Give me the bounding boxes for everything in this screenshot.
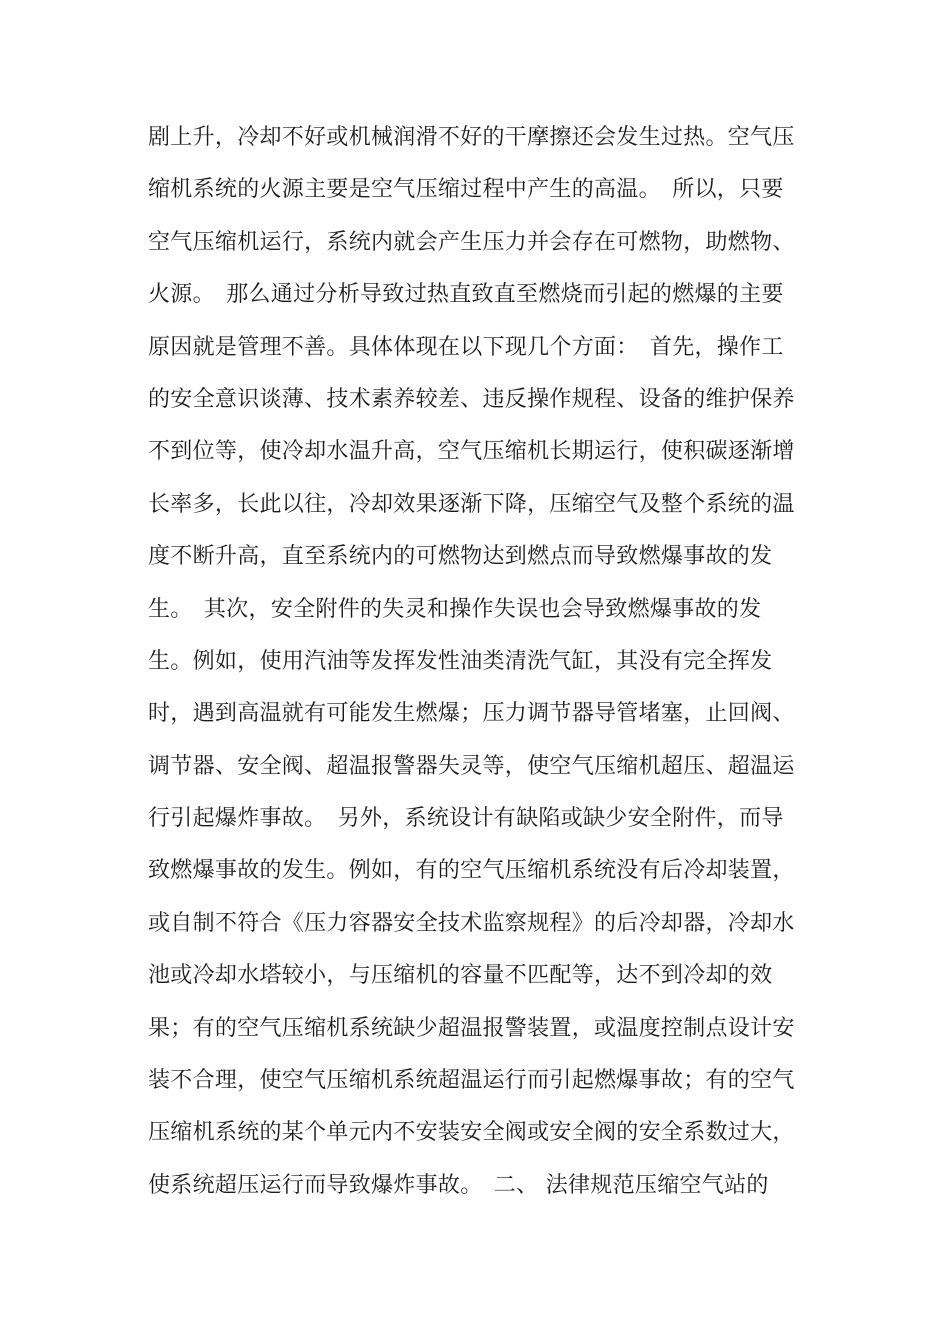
- text-line: 使系统超压运行而导致爆炸事故。 二、 法律规范压缩空气站的: [148, 1172, 769, 1198]
- text-line: 剧上升，冷却不好或机械润滑不好的干摩擦还会发生过热。空气压: [148, 125, 795, 150]
- text-line: 或自制不符合《压力容器安全技术监察规程》的后冷却器，冷却水: [148, 910, 795, 936]
- text-line: 果；有的空气压缩机系统缺少超温报警装置，或温度控制点设计安: [148, 1015, 795, 1041]
- text-line: 度不断升高，直至系统内的可燃物达到燃点而导致燃爆事故的发: [148, 544, 773, 570]
- text-line: 时，遇到高温就有可能发生燃爆；压力调节器导管堵塞，止回阀、: [148, 701, 795, 727]
- text-line: 原因就是管理不善。具体体现在以下现几个方面： 首先，操作工: [148, 334, 784, 360]
- text-line: 生。例如，使用汽油等发挥发性油类清洗气缸，其没有完全挥发: [148, 648, 773, 674]
- text-line: 池或冷却水塔较小，与压缩机的容量不匹配等，达不到冷却的效: [148, 963, 773, 989]
- text-line: 空气压缩机运行，系统内就会产生压力并会存在可燃物，助燃物、: [148, 229, 795, 255]
- text-line: 致燃爆事故的发生。例如，有的空气压缩机系统没有后冷却装置，: [148, 858, 795, 884]
- text-line: 调节器、安全阀、超温报警器失灵等，使空气压缩机超压、超温运: [148, 753, 795, 779]
- text-line: 长率多，长此以往，冷却效果逐渐下降，压缩空气及整个系统的温: [148, 491, 795, 517]
- text-line: 的安全意识谈薄、技术素养较差、违反操作规程、设备的维护保养: [148, 386, 795, 412]
- text-line: 压缩机系统的某个单元内不安装安全阀或安全阀的安全系数过大，: [148, 1120, 795, 1146]
- body-text: [148, 112, 808, 1212]
- text-line: 缩机系统的火源主要是空气压缩过程中产生的高温。 所以，只要: [148, 177, 784, 203]
- text-line: 不到位等，使冷却水温升高，空气压缩机长期运行，使积碳逐渐增: [148, 439, 795, 465]
- text-line: 火源。 那么通过分析导致过热直致直至燃烧而引起的燃爆的主要: [148, 282, 784, 308]
- text-line: 装不合理，使空气压缩机系统超温运行而引起燃爆事故；有的空气: [148, 1068, 795, 1094]
- text-line: 生。 其次，安全附件的失灵和操作失误也会导致燃爆事故的发: [148, 596, 762, 622]
- text-line: 行引起爆炸事故。 另外，系统设计有缺陷或缺少安全附件，而导: [148, 806, 784, 832]
